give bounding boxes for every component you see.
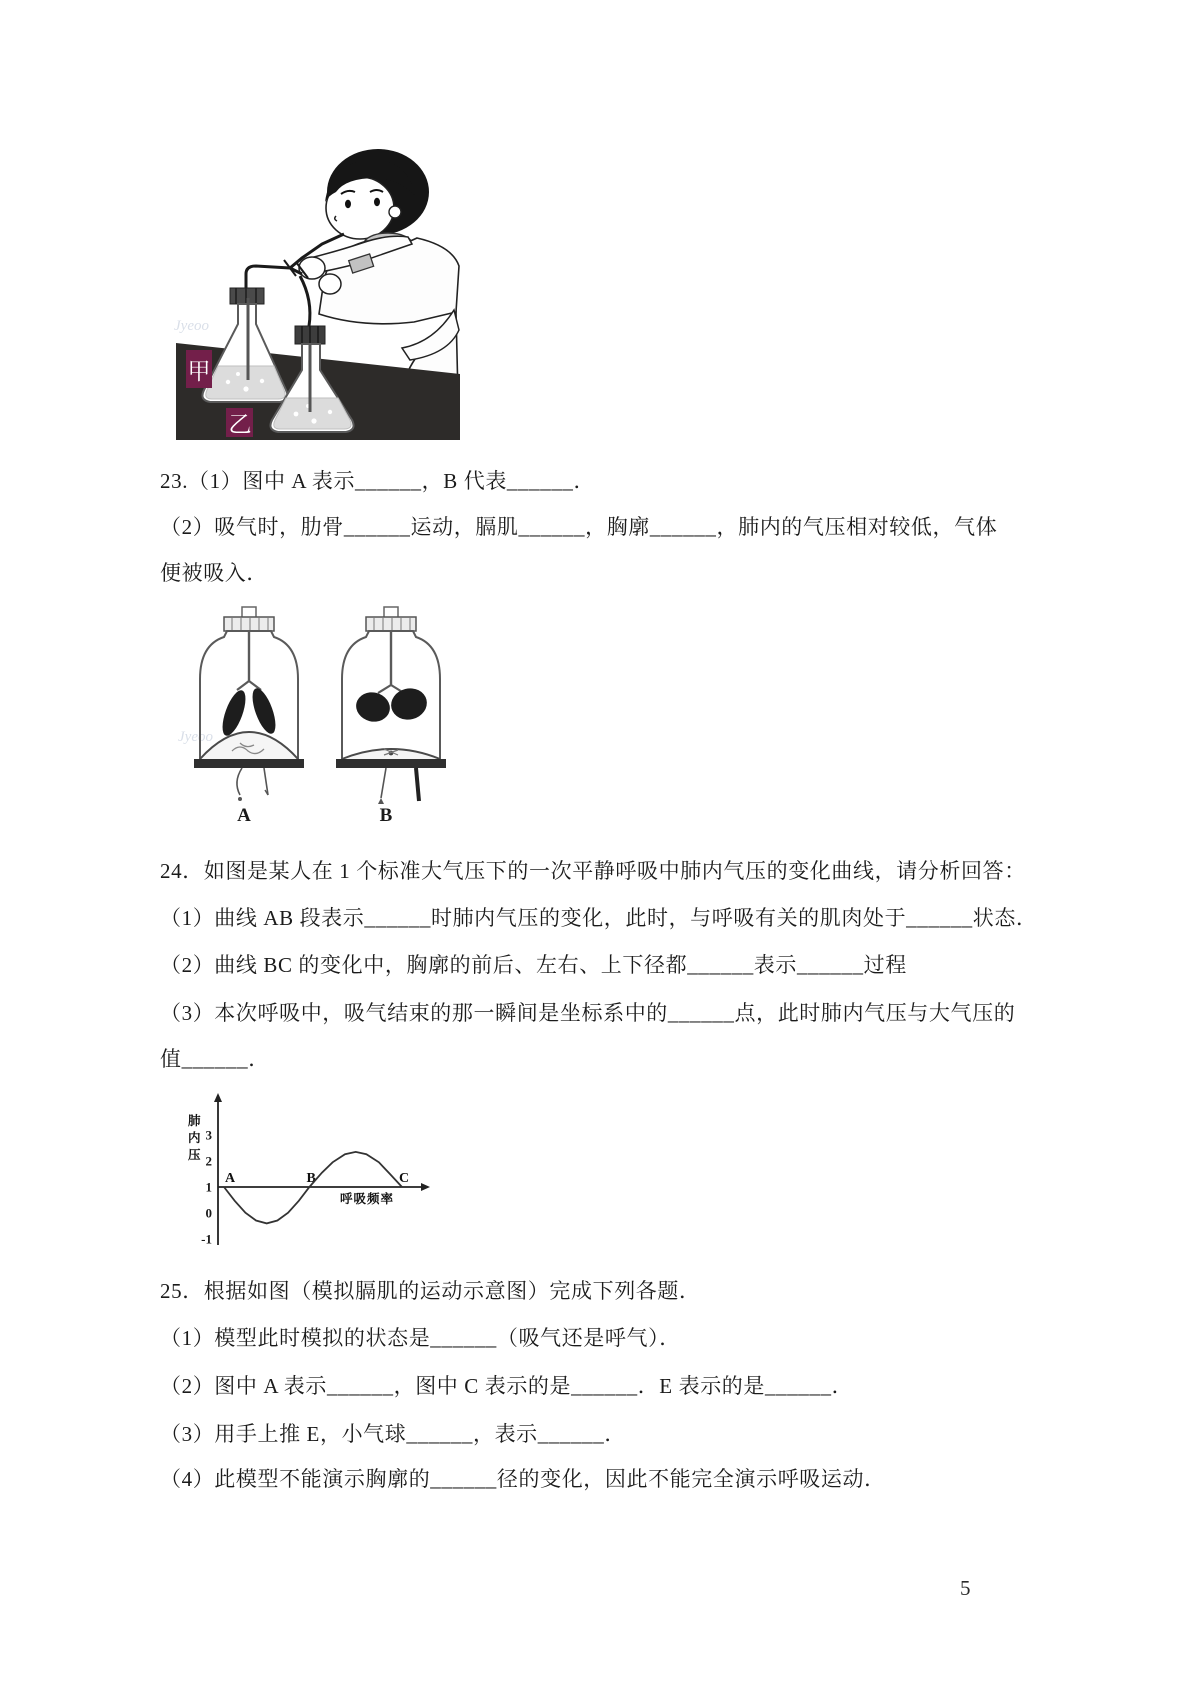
q24-sub3: （3）本次呼吸中，吸气结束的那一瞬间是坐标系中的______点，此时肺内气压与大气压的: [160, 1001, 1016, 1025]
y-tick-label: 3: [205, 1127, 212, 1143]
label-jia-text: 甲: [187, 359, 211, 384]
label-yi-text: 乙: [228, 412, 252, 437]
boy-flasks-illustration: [162, 138, 460, 440]
x-axis-label: 呼吸频率: [340, 1192, 395, 1206]
page-number: 5: [960, 1576, 971, 1600]
bell-jar-illustration: [178, 585, 458, 830]
q25-sub3: （3）用手上推 E，小气球______，表示______．: [160, 1422, 626, 1446]
y-tick-label: 0: [205, 1205, 212, 1221]
y-tick-label: -1: [201, 1231, 212, 1247]
curve-point-label: C: [399, 1171, 410, 1186]
jar-a-label: A: [237, 805, 251, 826]
y-ticks: [201, 1128, 212, 1247]
q25-intro: 25．根据如图（模拟膈肌的运动示意图）完成下列各题．: [160, 1279, 701, 1303]
jar-model-b: [336, 607, 446, 826]
q24-intro: 24．如图是某人在 1 个标准大气压下的一次平静呼吸中肺内气压的变化曲线，请分析回答：: [160, 859, 1026, 883]
q24-sub2: （2）曲线 BC 的变化中，胸廓的前后、左右、上下径都______表示______过程: [160, 953, 907, 977]
q23-line3: 便被吸入．: [160, 561, 268, 585]
curve-point-label: A: [225, 1171, 236, 1186]
jar-model-a: [194, 607, 304, 826]
q25-sub4: （4）此模型不能演示胸廓的______径的变化，因此不能完全演示呼吸运动．: [160, 1467, 886, 1491]
label-jia: [186, 350, 212, 388]
label-yi: [226, 408, 253, 437]
pressure-chart: [172, 1085, 437, 1250]
q24-sub3-cont: 值______．: [160, 1047, 270, 1071]
q25-sub1: （1）模型此时模拟的状态是______（吸气还是呼气）．: [160, 1326, 681, 1350]
figure-pressure-chart: [172, 1085, 437, 1250]
y-tick-label: 1: [205, 1179, 212, 1195]
y-tick-label: 2: [205, 1153, 212, 1169]
watermark-text: Jyeoo: [174, 318, 209, 334]
y-axis-arrow: [214, 1093, 222, 1102]
q25-sub2: （2）图中 A 表示______，图中 C 表示的是______．E 表示的是______．: [160, 1374, 854, 1398]
figure-boy-blowing-flasks: [162, 138, 460, 440]
y-axis-label: 肺内压: [188, 1114, 202, 1162]
x-axis-arrow: [421, 1183, 430, 1191]
jar-b-label: B: [379, 805, 393, 826]
flask-jia: [202, 266, 290, 402]
watermark-text: Jyeoo: [178, 729, 213, 745]
q23-line1: 23.（1）图中 A 表示______，B 代表______．: [160, 469, 596, 493]
curve-point-label: B: [306, 1171, 316, 1186]
figure-bell-jar-models: [178, 585, 458, 830]
q24-sub1: （1）曲线 AB 段表示______时肺内气压的变化，此时，与呼吸有关的肌肉处于______状态．: [160, 906, 1038, 930]
q23-line2: （2）吸气时，肋骨______运动，膈肌______，胸廓______，肺内的气压相对较低，气体: [160, 515, 998, 539]
